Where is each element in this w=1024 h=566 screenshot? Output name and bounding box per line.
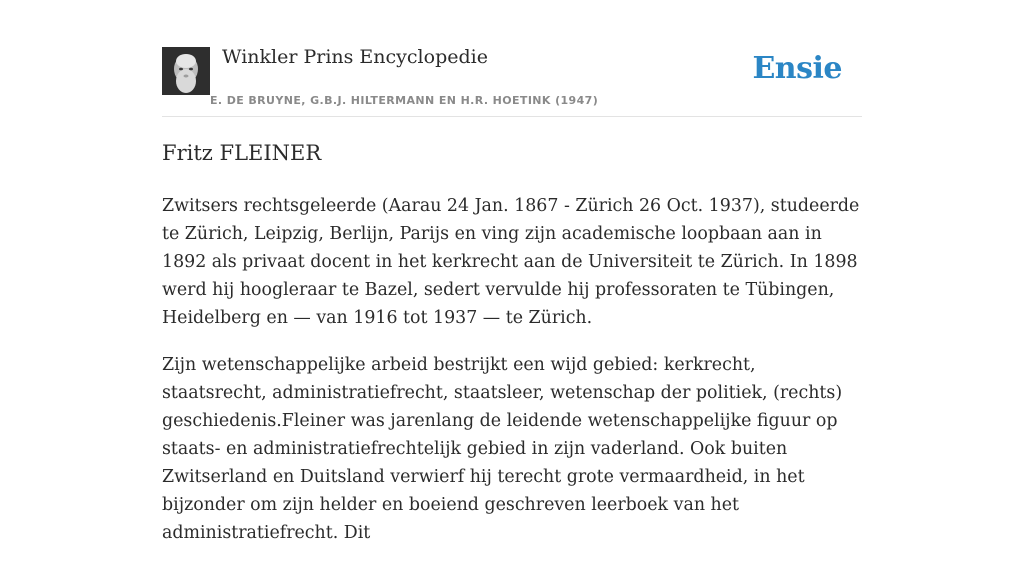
article-paragraph: Zwitsers rechtsgeleerde (Aarau 24 Jan. 1867 - Zürich 26 Oct. 1937), studeerde te Zürich, Leipzig, Berlijn, Parijs en ving zijn academische loopbaan aan in 1892 als privaat docent in het kerkrecht aan de Universiteit te Zürich. In 1898 werd hij hoogleraar te Bazel, sedert vervulde hij professoraten te Tübingen, Heidelberg en — van 1916 tot 1937 — te Zürich. bbox=[162, 196, 860, 328]
article-paragraph: Zijn wetenschappelijke arbeid bestrijkt een wijd gebied: kerkrecht, staatsrecht, administratiefrecht, staatsleer, wetenschap der politiek, (rechts) geschiedenis.Fleiner was jarenlang de leidende wetenschappelijke figuur op staats- en administratiefrechtelijk gebied in zijn vaderland. Ook buiten Zwitserland en Duitsland verwierf hij terecht grote vermaardheid, in het bijzonder om zijn helder en boeiend geschreven leerboek van het administratiefrecht. Dit bbox=[162, 355, 843, 543]
header bbox=[162, 0, 862, 117]
publication-title[interactable]: Winkler Prins Encyclopedie bbox=[222, 46, 488, 68]
ensie-logo[interactable]: Ensie bbox=[752, 51, 842, 86]
article-title: Fritz FLEINER bbox=[162, 141, 322, 165]
page bbox=[162, 0, 862, 543]
publication-authors: E. DE BRUYNE, G.B.J. HILTERMANN EN H.R. HOETINK (1947) bbox=[210, 94, 599, 107]
author-avatar-icon[interactable] bbox=[162, 47, 210, 95]
article-body bbox=[162, 192, 862, 566]
